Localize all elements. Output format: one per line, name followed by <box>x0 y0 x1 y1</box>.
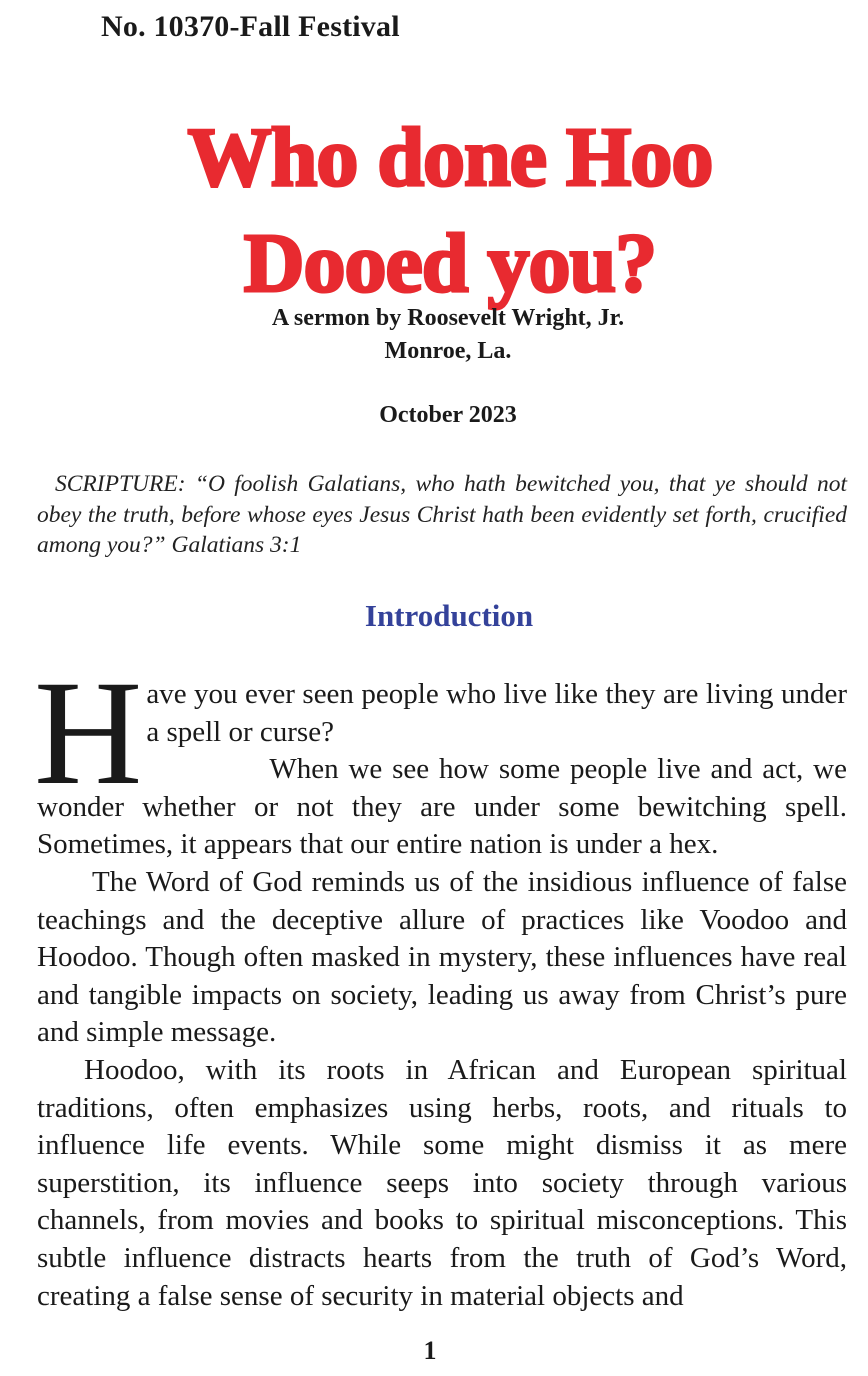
author-byline: A sermon by Roosevelt Wright, Jr. <box>271 305 625 331</box>
sermon-title-line-2: Dooed you? <box>243 217 657 310</box>
issue-line: No. 10370-Fall Festival <box>101 10 400 43</box>
sermon-title-line-1: Who done Hoo <box>187 111 713 204</box>
author-location: Monroe, La. <box>384 338 512 364</box>
page-number: 1 <box>423 1336 437 1365</box>
paragraph-4: Hoodoo, with its roots in African and European spiritual traditions, often emphasizes using herbs, roots, and rituals to influence life events. While some might dismiss it as mere superstition, its influence seeps into society through various channels, from movies and books to spiritual misconceptions. This subtle influence distracts hearts from the truth of God’s Word, creating a false sense of security in material objects and <box>37 1053 847 1312</box>
section-heading-introduction: Introduction <box>364 598 534 633</box>
paragraph-3: The Word of God reminds us of the insidious influence of false teachings and the deceptive allure of practices like Voodoo and Hoodoo. Though often masked in mystery, these influences have real and tangible impacts on society, leading us away from Christ’s pure and simple message. <box>37 865 847 1049</box>
scripture-quote: SCRIPTURE: “O foolish Galatians, who hath bewitched you, that ye should not obey the truth, before whose eyes Jesus Christ hath been evidently set forth, crucified among you?” Galatians 3:1 <box>37 471 847 558</box>
sermon-body <box>34 650 847 1315</box>
sermon-date: October 2023 <box>379 402 517 428</box>
drop-cap-letter: H <box>34 650 143 816</box>
paragraph-2: When we see how some people live and act, we wonder whether or not they are under some bewitching spell. Sometimes, it appears that our entire nation is under a hex. <box>37 753 847 861</box>
paragraph-1-text: ave you ever seen people who live like they are living under a spell or curse? <box>146 678 847 748</box>
